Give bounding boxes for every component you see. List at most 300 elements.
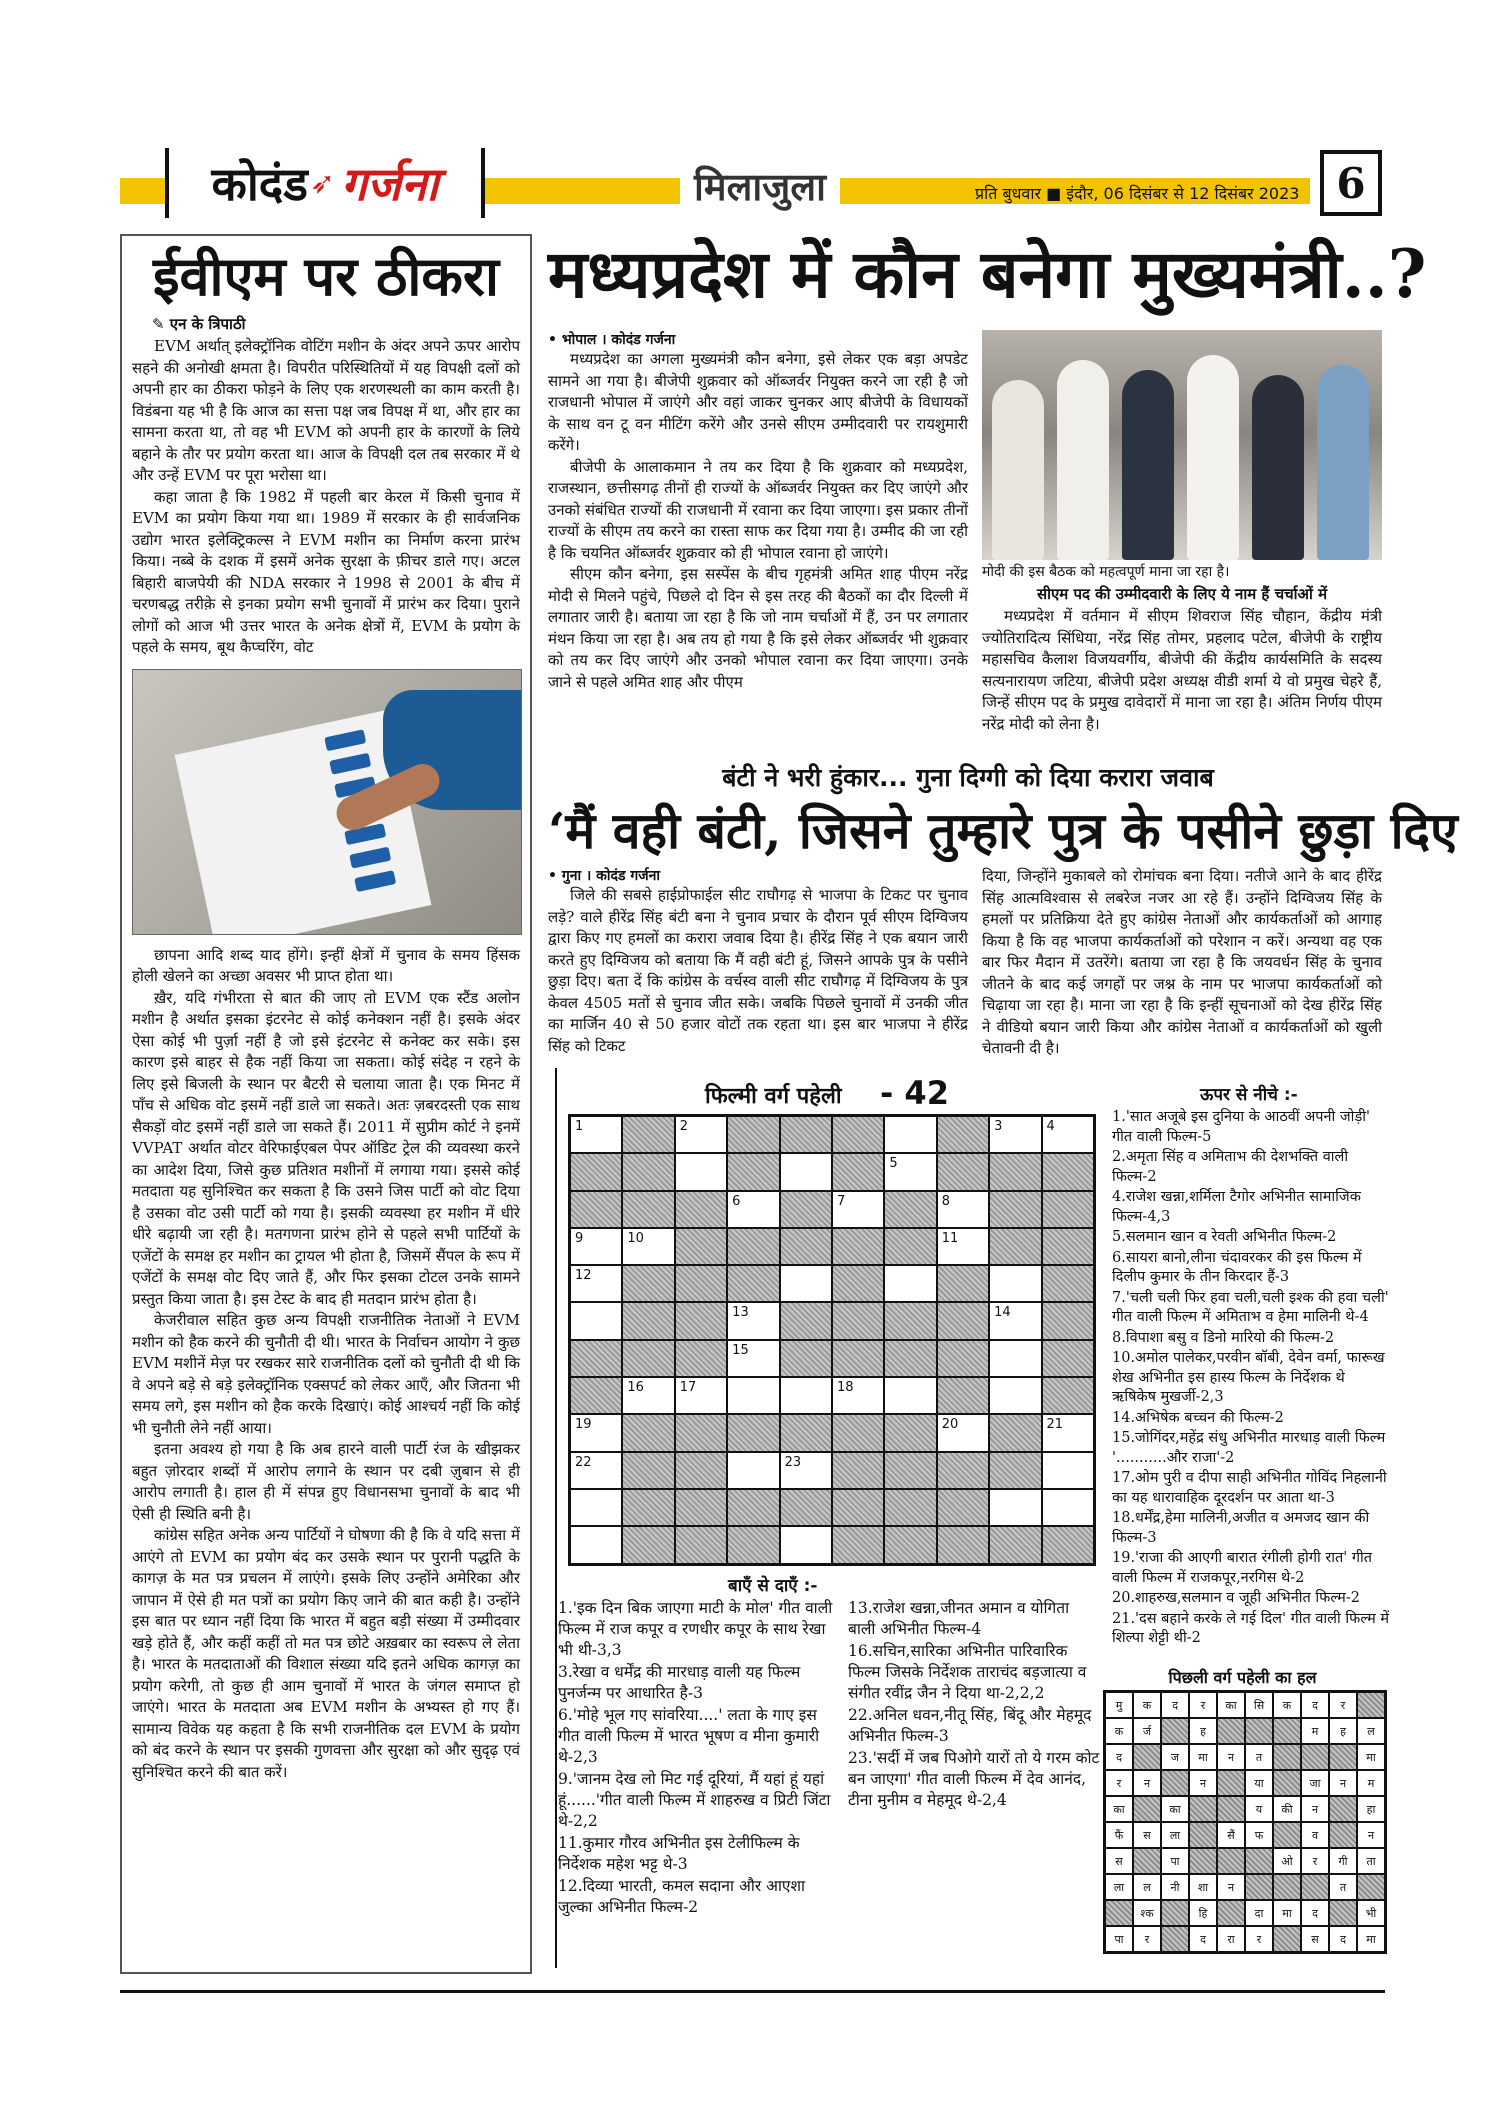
crossword-cell: [884, 1265, 936, 1302]
solution-cell: मा: [1273, 1900, 1301, 1926]
solution-cell: र: [1133, 1926, 1161, 1952]
crossword-cell: [832, 1116, 884, 1153]
solution-cell: र: [1245, 1926, 1273, 1952]
main-dateline: • भोपाल । कोदंड गर्जना: [548, 332, 676, 348]
puzzle-title: फिल्मी वर्ग पहेली: [705, 1083, 842, 1109]
solution-cell: का: [1105, 1796, 1133, 1822]
issue-date: प्रति बुधवार ■ इंदौर, 06 दिसंबर से 12 दिसंबर 2023: [975, 184, 1300, 203]
main-paragraph-1: मध्यप्रदेश का अगला मुख्यमंत्री कौन बनेगा, इसे लेकर एक बड़ा अपडेट सामने आ गया है। बीजेपी शुक्रवार को ऑब्जर्वर नियुक्त करने जा रही है जो राजधानी भोपाल में जाएंगे और वहां जाकर चुनकर आए बीजेपी के विधायकों के साथ वन टू वन मीटिंग करेंगे और उनसे सीएम उम्मीदवारी पर रायशुमारी करेंगे।: [548, 350, 968, 454]
crossword-cell: [675, 1153, 727, 1190]
solution-cell: नी: [1161, 1874, 1189, 1900]
crossword-cell: [1042, 1302, 1094, 1339]
left-paragraph-top-1: EVM अर्थात् इलेक्ट्रॉनिक वोटिंग मशीन के अंदर अपने ऊपर आरोप सहने की अनोखी क्षमता है। विपरीत परिस्थितियों में यह विपक्षी दलों को अपनी हार का ठीकरा फोड़ने के लिए एक शरणस्थली का काम करती है। विडंबना यह भी है कि आज का सत्ता पक्ष जब विपक्ष में था, और हार का सामना करता था, तो वह भी EVM को अपनी हार के कारणों के लिये बहाने के तौर पर प्रयोग करता था। आज के विपक्षी दल तब सरकार में थे और उन्हें EVM पर पूरा भरोसा था।: [132, 337, 520, 484]
crossword-cell: [727, 1191, 779, 1228]
cell-number: 18: [836, 1380, 854, 1396]
main-paragraph-3: सीएम कौन बनेगा, इस सस्पेंस के बीच गृहमंत्री अमित शाह पीएम नरेंद्र मोदी से मिलने पहुंचे, पिछले दो दिन से इस तरह की बैठकों का दौर दिल्ली में लगातार जारी है। बताया जा रहा है कि जो नाम चर्चाओं में हैं, उन पर लगातार मंथन किया जा रहा है। अब तय हो गया है कि इसे लेकर ऑब्जर्वर भी शुक्रवार को तय कर दिए जाएंगे और उनको भोपाल रवाना कर दिया जाएगा। उनके जाने से पहले अमित शाह और पीएम: [548, 565, 968, 691]
solution-cell: ला: [1105, 1874, 1133, 1900]
across-clue-3: 6.'मोहे भूल गए सांवरिया....' लता के गाए इस गीत वाली फिल्म में भारत भूषण व मीना कुमारी थे-2,3: [558, 1706, 820, 1766]
solution-cell: [1161, 1770, 1189, 1796]
cell-number: 16: [627, 1380, 644, 1396]
down-clue-10: 15.जोगिंदर,महेंद्र संधु अभिनीत मारधाड़ वाली फिल्म '...........और राजा'-2: [1112, 1430, 1386, 1466]
solution-cell: र: [1189, 1692, 1217, 1718]
solution-cell: मा: [1357, 1926, 1385, 1952]
across-clue-1: 1.'इक दिन बिक जाएगा माटी के मोल' गीत वाली फिल्म में राज कपूर व रणधीर कपूर के साथ रेखा भी थी-3,3: [558, 1599, 833, 1659]
crossword-cell: [675, 1526, 727, 1563]
second-dateline: • गुना । कोदंड गर्जना: [548, 868, 660, 884]
solution-cell: [1189, 1822, 1217, 1848]
crossword-cell: [937, 1116, 989, 1153]
solution-cell: [1245, 1874, 1273, 1900]
down-clue-5: 6.सायरा बानो,लीना चंदावरकर की इस फिल्म में दिलीप कुमार के तीन किरदार हैं-3: [1112, 1249, 1362, 1285]
cell-number: 13: [732, 1305, 749, 1321]
solution-cell: द: [1329, 1926, 1357, 1952]
page-number: 6: [1320, 150, 1382, 216]
cell-number: 9: [575, 1230, 584, 1246]
solution-cell: की: [1273, 1796, 1301, 1822]
solution-cell: [1273, 1926, 1301, 1952]
crossword-cell: [675, 1489, 727, 1526]
crossword-cell: [727, 1414, 779, 1451]
crossword-cell: [780, 1377, 832, 1414]
solution-cell: मा: [1189, 1744, 1217, 1770]
puzzle-divider: [555, 1068, 557, 1968]
cell-number: 22: [575, 1454, 592, 1470]
crossword-cell: [1042, 1340, 1094, 1377]
solution-cell: जा: [1301, 1770, 1329, 1796]
down-clue-14: 20.शाहरुख,सलमान व जूही अभिनीत फिल्म-2: [1112, 1590, 1360, 1606]
solution-cell: [1217, 1848, 1245, 1874]
crossword-cell: [832, 1265, 884, 1302]
crossword-cell: [675, 1377, 727, 1414]
crossword-cell: [727, 1265, 779, 1302]
crossword-cell: [832, 1153, 884, 1190]
across-clue-b-3: 22.अनिल धवन,नीतू सिंह, बिंदू और मेहमूद अभिनीत फिल्म-3: [848, 1706, 1092, 1745]
down-clue-6: 7.'चली चली फिर हवा चली,चली इश्क की हवा चली' गीत वाली फिल्म में अमिताभ व हेमा मालिनी थे-4: [1112, 1289, 1389, 1325]
main-headline: मध्यप्रदेश में कौन बनेगा मुख्यमंत्री..?: [548, 235, 1427, 313]
solution-cell: म: [1357, 1770, 1385, 1796]
crossword-cell: [989, 1377, 1041, 1414]
crossword-cell: [570, 1340, 622, 1377]
crossword-cell: [675, 1116, 727, 1153]
crossword-cell: [989, 1153, 1041, 1190]
crossword-cell: [937, 1191, 989, 1228]
second-story-col2: [982, 866, 1382, 1060]
puzzle-number: - 42: [880, 1074, 949, 1112]
crossword-cell: [675, 1191, 727, 1228]
solution-cell: ल: [1133, 1874, 1161, 1900]
solution-cell: [1245, 1718, 1273, 1744]
main-subhead: सीएम पद की उम्मीदवारी के लिए ये नाम हैं चर्चाओं में: [1036, 585, 1328, 603]
cell-number: 11: [941, 1230, 959, 1246]
main-paragraph-2: बीजेपी के आलाकमान ने तय कर दिया है कि शुक्रवार को मध्यप्रदेश, राजस्थान, छत्तीसगढ़ तीनों ही राज्यों के ऑब्जर्वर नियुक्त कर दिए जाएंगे और उनको संबंधित राज्यों की राजधानी में रवाना कर दिया जाएगा। इस प्रकार तीनों राज्यों के सीएम तय करने का रास्ता साफ कर दिया गया है। उम्मीद की जा रही है कि चयनित ऑब्जर्वर शुक्रवार को ही भोपाल रवाना हो जाएंगे।: [548, 457, 968, 562]
solution-cell: पा: [1161, 1848, 1189, 1874]
second-headline: ‘मैं वही बंटी, जिसने तुम्हारे पुत्र के पसीने छुड़ा दिए: [548, 801, 1458, 860]
solution-cell: मु: [1105, 1692, 1133, 1718]
byline: ✎ एन के त्रिपाठी: [152, 315, 246, 333]
down-clues: [1112, 1108, 1390, 1650]
cell-number: 3: [994, 1119, 1003, 1134]
crossword-cell: [727, 1153, 779, 1190]
solution-cell: म: [1301, 1718, 1329, 1744]
leaders-photo: [982, 330, 1382, 560]
down-clue-15: 21.'दस बहाने करके ले गई दिल' गीत वाली फिल्म में शिल्पा शेट्टी थी-2: [1112, 1610, 1390, 1646]
crossword-cell: [989, 1526, 1041, 1563]
solution-cell: फ: [1245, 1822, 1273, 1848]
solution-cell: [1273, 1822, 1301, 1848]
crossword-cell: [884, 1116, 936, 1153]
solution-title: पिछली वर्ग पहेली का हल: [1168, 1668, 1317, 1687]
logo-part2: गर्जना: [340, 157, 439, 211]
solution-cell: र: [1301, 1848, 1329, 1874]
solution-cell: दा: [1245, 1900, 1273, 1926]
solution-cell: पा: [1105, 1926, 1133, 1952]
crossword-cell: [570, 1377, 622, 1414]
crossword-cell: [570, 1228, 622, 1265]
solution-cell: [1217, 1900, 1245, 1926]
crossword-cell: [675, 1340, 727, 1377]
solution-cell: न: [1217, 1874, 1245, 1900]
solution-cell: न: [1329, 1770, 1357, 1796]
solution-cell: ल: [1357, 1718, 1385, 1744]
solution-cell: शा: [1189, 1874, 1217, 1900]
crossword-cell: [989, 1340, 1041, 1377]
evm-photo: [132, 669, 522, 935]
solution-cell: [1217, 1796, 1245, 1822]
solution-cell: न: [1189, 1770, 1217, 1796]
solution-cell: भी: [1357, 1900, 1385, 1926]
down-clue-1: 1.'सात अजूबे इस दुनिया के आठवीं अपनी जोड़ी' गीत वाली फिल्म-5: [1112, 1109, 1370, 1145]
solution-cell: स: [1133, 1822, 1161, 1848]
crossword-cell: [937, 1452, 989, 1489]
newspaper-logo: [165, 148, 485, 218]
across-clue-4: 9.'जानम देख लो मिट गई दूरियां, मैं यहां हूं यहां हूं......'गीत वाली फिल्म में शाहरुख व प्रिटी जिंटा थे-2,2: [558, 1770, 831, 1830]
crossword-cell: [832, 1340, 884, 1377]
crossword-cell: [884, 1191, 936, 1228]
crossword-cell: [570, 1452, 622, 1489]
cell-number: 12: [575, 1268, 592, 1284]
solution-cell: [1301, 1744, 1329, 1770]
second-story-col1-text: जिले की सबसे हाईप्रोफाईल सीट राघौगढ़ से भाजपा के टिकट पर चुनाव लड़े? वाले हीरेंद्र सिंह बंटी बना ने चुनाव प्रचार के दौरान पूर्व सीएम दिग्विजय द्वारा किए गए हमलों का करारा जवाब दिया है। हीरेंद्र सिंह ने एक बयान जारी करते हुए दिग्विजय को बताया कि मैं वही बंटी हूं, जिसने आपके पुत्र के पसीने छुड़ा दिए। बता दें कि कांग्रेस के वर्चस्व वाली सीट राघौगढ़ में दिग्विजय के पुत्र केवल 4505 मतों से चुनाव जीत सके। जबकि पिछले चुनावों में उनकी जीत का मार्जिन 40 से 50 हजार वोटों तक रहता था। इस बार भाजपा ने हीरेंद्र सिंह को टिकट: [548, 886, 968, 1055]
down-clue-4: 5.सलमान खान व रेवती अभिनीत फिल्म-2: [1112, 1229, 1337, 1245]
crossword-cell: [937, 1153, 989, 1190]
down-heading: ऊपर से नीचे :-: [1200, 1085, 1298, 1105]
crossword-cell: [1042, 1414, 1094, 1451]
down-clue-13: 19.'राजा की आएगी बारात रंगीली होगी रात' गीत वाली फिल्म में राजकपूर,नरगिस थे-2: [1112, 1550, 1373, 1586]
crossword-cell: [884, 1153, 936, 1190]
crossword-cell: [937, 1414, 989, 1451]
left-article-body-top: [132, 336, 520, 659]
crossword-cell: [780, 1153, 832, 1190]
down-clue-12: 18.धर्मेंद्र,हेमा मालिनी,अजीत व अमजद खान की फिल्म-3: [1112, 1510, 1370, 1546]
solution-cell: य: [1245, 1796, 1273, 1822]
left-paragraph-bottom-5: कांग्रेस सहित अनेक अन्य पार्टियों ने घोषणा की है कि वे यदि सत्ता में आएंगे तो EVM का प्रयोग बंद कर उसके स्थान पर पुरानी पद्धति के कागज़ के मत पत्र प्रचलन में लाएंगे। इसके लिए उन्होंने अमेरिका और जापान में ऐसे ही मत पत्रों का प्रयोग किए जाने की बात कही है। उन्होंने इस बात पर ध्यान नहीं दिया कि भारत में बहुत बड़ी संख्या में उम्मीदवार खड़े होते हैं, और कहीं कहीं तो मत पत्र छोटे अख़बार का स्वरूप ले लेता है। भारत के मतदाताओं की विशाल संख्या यदि इतने अधिक कागज़ का प्रयोग करेगी, तो कुछ ही आम चुनावों में भारत के जंगल समाप्त हो जाएंगे। भारत के मतदाता अब EVM मशीन के अभ्यस्त हो गए हैं। सामान्य विवेक यह कहता है कि सभी राजनीतिक दल EVM के प्रयोग को बंद करने के स्थान पर इसकी गुणवत्ता और सुरक्षा को और सुदृढ़ एवं सुनिश्चित करने की बात करें।: [132, 1526, 520, 1781]
solution-cell: [1273, 1744, 1301, 1770]
section-name: मिलाजुला: [680, 160, 840, 212]
solution-cell: द: [1161, 1692, 1189, 1718]
cell-number: 2: [679, 1119, 689, 1134]
cell-number: 21: [1046, 1417, 1064, 1433]
crossword-cell: [727, 1489, 779, 1526]
cell-number: 8: [941, 1193, 951, 1209]
crossword-cell: [884, 1228, 936, 1265]
second-kicker: बंटी ने भरी हुंकार... गुना दिग्गी को दिया करारा जवाब: [722, 763, 1214, 792]
solution-cell: [1133, 1848, 1161, 1874]
crossword-cell: [884, 1452, 936, 1489]
crossword-cell: [832, 1452, 884, 1489]
solution-cell: [1161, 1900, 1189, 1926]
crossword-cell: [780, 1228, 832, 1265]
solution-cell: [1273, 1874, 1301, 1900]
crossword-cell: [989, 1265, 1041, 1302]
down-clue-11: 17.ओम पुरी व दीपा साही अभिनीत गोविंद निहलानी का यह धारावाहिक दूरदर्शन पर आता था-3: [1112, 1470, 1387, 1506]
solution-cell: [1133, 1796, 1161, 1822]
crossword-cell: [622, 1191, 674, 1228]
across-clue-b-1: 13.राजेश खन्ना,जीनत अमान व योगिता बाली अभिनीत फिल्म-4: [848, 1599, 1070, 1638]
crossword-cell: [727, 1340, 779, 1377]
solution-cell: ता: [1357, 1848, 1385, 1874]
crossword-cell: [675, 1452, 727, 1489]
crossword-cell: [780, 1191, 832, 1228]
second-story-col2-text: दिया, जिन्होंने मुकाबले को रोमांचक बना दिया। नतीजे आने के बाद हीरेंद्र सिंह आत्मविश्वास से लबरेज नजर आ रहे हैं। उन्होंने दिग्विजय सिंह के हमलों पर प्रतिक्रिया देते हुए कांग्रेस नेताओं और कार्यकर्ताओं को आगाह किया है कि वह भाजपा कार्यकर्ताओं को परेशान न करें। अन्यथा वह एक बार फिर मैदान में उतरेंगे। बताया जा रहा है कि जयवर्धन सिंह के चुनाव जीतने के बाद कई जगहों पर जश्न के नाम पर भाजपा कार्यकर्ताओं को चिढ़ाया जा रहा है। माना जा रहा है कि इन्हीं सूचनाओं को देख हीरेंद्र सिंह ने वीडियो बयान जारी किया और कांग्रेस नेताओं व कार्यकर्ताओं को खुली चेतावनी दी है।: [982, 867, 1382, 1057]
crossword-cell: [780, 1526, 832, 1563]
solution-cell: [1273, 1770, 1301, 1796]
crossword-cell: [780, 1489, 832, 1526]
across-clue-b-2: 16.सचिन,सारिका अभिनीत पारिवारिक फिल्म जिसके निर्देशक ताराचंद बड़जात्या व संगीत रवींद्र जैन ने दिया था-2,2,2: [848, 1642, 1087, 1702]
solution-cell: मा: [1357, 1744, 1385, 1770]
crossword-cell: [989, 1228, 1041, 1265]
down-clue-2: 2.अमृता सिंह व अमिताभ की देशभक्ति वाली फिल्म-2: [1112, 1149, 1349, 1185]
solution-cell: [1301, 1874, 1329, 1900]
solution-cell: [1329, 1822, 1357, 1848]
main-story-col2-text: मध्यप्रदेश में वर्तमान में सीएम शिवराज सिंह चौहान, केंद्रीय मंत्री ज्योतिरादित्य सिंधिया, नरेंद्र सिंह तोमर, प्रहलाद पटेल, बीजेपी के राष्ट्रीय महासचिव कैलाश विजयवर्गीय, बीजेपी की केंद्रीय कार्यसमिति के सदस्य सत्यनारायण जटिया, बीजेपी प्रदेश अध्यक्ष वीडी शर्मा ये वो प्रमुख चेहरे हैं, जिन्हें सीएम पद के प्रमुख दावेदारों में माना जा रहा है। अंतिम निर्णय पीएम नरेंद्र मोदी को लेना है।: [982, 607, 1382, 733]
crossword-cell: [937, 1340, 989, 1377]
solution-cell: [1245, 1848, 1273, 1874]
crossword-cell: [622, 1265, 674, 1302]
cell-number: 17: [679, 1380, 697, 1396]
crossword-cell: [1042, 1526, 1094, 1563]
across-clue-6: 12.दिव्या भारती, कमल सदाना और आएशा जुल्का अभिनीत फिल्म-2: [558, 1877, 806, 1916]
down-clue-7: 8.विपाशा बसु व डिनो मारियो की फिल्म-2: [1112, 1329, 1335, 1346]
crossword-cell: [937, 1265, 989, 1302]
solution-cell: का: [1161, 1796, 1189, 1822]
crossword-cell: [832, 1526, 884, 1563]
solution-cell: ह: [1329, 1718, 1357, 1744]
solution-cell: या: [1245, 1770, 1273, 1796]
crossword-cell: [832, 1489, 884, 1526]
crossword-grid: [568, 1114, 1096, 1566]
across-clue-b-4: 23.'सर्दी में जब पिओगे यारों तो ये गरम कोट बन जाएगा' गीत वाली फिल्म में देव आनंद, टीना मुनीम व मेहमूद थे-2,4: [848, 1749, 1100, 1809]
cell-number: 6: [732, 1193, 741, 1209]
solution-cell: द: [1189, 1926, 1217, 1952]
crossword-cell: [937, 1302, 989, 1339]
solution-cell: गी: [1329, 1848, 1357, 1874]
crossword-cell: [989, 1452, 1041, 1489]
solution-cell: त: [1245, 1744, 1273, 1770]
crossword-cell: [622, 1228, 674, 1265]
cell-number: 19: [575, 1417, 592, 1433]
logo-part1: कोदंड: [211, 157, 308, 211]
across-clue-2: 3.रेखा व धर्मेंद्र की मारधाड़ वाली यह फिल्म पुनर्जन्म पर आधारित है-3: [558, 1663, 801, 1702]
down-clue-3: 4.राजेश खन्ना,शर्मिला टैगोर अभिनीत सामाजिक फिल्म-4,3: [1112, 1189, 1361, 1225]
left-paragraph-bottom-4: इतना अवश्य हो गया है कि अब हारने वाली पार्टी रंज के खीझकर बहुत ज़ोरदार शब्दों में आरोप लगाने के स्थान पर दबी ज़ुबान से ही आरोप लगाती है। हाल ही में संपन्न हुए विधानसभा चुनावों के बाद भी ऐसी ही स्थिति बनी है।: [132, 1440, 520, 1523]
crossword-cell: [832, 1228, 884, 1265]
crossword-cell: [832, 1377, 884, 1414]
solution-cell: फैं: [1105, 1822, 1133, 1848]
solution-cell: [1357, 1874, 1385, 1900]
photo-caption: मोदी की इस बैठक को महत्वपूर्ण माना जा रहा है।: [982, 564, 1230, 580]
crossword-cell: [675, 1414, 727, 1451]
solution-cell: व: [1301, 1822, 1329, 1848]
solution-cell: र: [1105, 1770, 1133, 1796]
crossword-cell: [622, 1414, 674, 1451]
crossword-cell: [780, 1452, 832, 1489]
solution-cell: त: [1329, 1874, 1357, 1900]
crossword-cell: [989, 1116, 1041, 1153]
solution-cell: ओ: [1273, 1848, 1301, 1874]
crossword-cell: [727, 1377, 779, 1414]
solution-cell: स: [1105, 1848, 1133, 1874]
page-bottom-rule: [120, 1990, 1385, 1993]
solution-cell: क: [1105, 1718, 1133, 1744]
solution-cell: ह: [1189, 1718, 1217, 1744]
crossword-cell: [780, 1116, 832, 1153]
crossword-cell: [727, 1526, 779, 1563]
cell-number: 14: [994, 1305, 1011, 1321]
across-clues-col1: [558, 1598, 836, 1919]
crossword-cell: [780, 1414, 832, 1451]
cell-number: 15: [732, 1342, 749, 1358]
crossword-cell: [622, 1452, 674, 1489]
solution-cell: [1273, 1718, 1301, 1744]
crossword-cell: [727, 1228, 779, 1265]
crossword-cell: [675, 1228, 727, 1265]
crossword-cell: [884, 1414, 936, 1451]
solution-cell: न: [1217, 1744, 1245, 1770]
crossword-cell: [675, 1302, 727, 1339]
crossword-cell: [570, 1116, 622, 1153]
solution-cell: स: [1301, 1926, 1329, 1952]
crossword-cell: [570, 1414, 622, 1451]
solution-cell: का: [1217, 1692, 1245, 1718]
crossword-cell: [884, 1302, 936, 1339]
crossword-cell: [780, 1340, 832, 1377]
across-clues-col2: [848, 1598, 1100, 1812]
crossword-cell: [780, 1265, 832, 1302]
solution-cell: र: [1329, 1692, 1357, 1718]
crossword-cell: [937, 1228, 989, 1265]
crossword-cell: [832, 1302, 884, 1339]
crossword-cell: [989, 1302, 1041, 1339]
solution-cell: न: [1301, 1796, 1329, 1822]
down-clue-9: 14.अभिषेक बच्चन की फिल्म-2: [1112, 1409, 1284, 1426]
cell-number: 20: [941, 1417, 959, 1433]
cell-number: 10: [627, 1230, 644, 1246]
crossword-cell: [884, 1489, 936, 1526]
solution-cell: द: [1301, 1900, 1329, 1926]
crossword-cell: [622, 1340, 674, 1377]
crossword-cell: [622, 1302, 674, 1339]
solution-cell: हि: [1189, 1900, 1217, 1926]
crossword-cell: [832, 1191, 884, 1228]
crossword-cell: [989, 1191, 1041, 1228]
solution-cell: [1161, 1926, 1189, 1952]
crossword-cell: [1042, 1228, 1094, 1265]
left-article: [120, 234, 532, 1974]
crossword-cell: [1042, 1377, 1094, 1414]
solution-cell: हा: [1357, 1796, 1385, 1822]
crossword-cell: [570, 1191, 622, 1228]
solution-cell: [1329, 1900, 1357, 1926]
solution-cell: क: [1273, 1692, 1301, 1718]
down-clue-8: 10.अमोल पालेकर,परवीन बॉबी, देवेन वर्मा, फारूख शेख अभिनीत इस हास्य फिल्म के निर्देशक थे ऋषिकेष मुखर्जी-2,3: [1112, 1350, 1385, 1405]
solution-cell: रा: [1217, 1926, 1245, 1952]
solution-cell: श्क: [1133, 1900, 1161, 1926]
crossword-cell: [570, 1489, 622, 1526]
crossword-cell: [832, 1414, 884, 1451]
left-paragraph-bottom-2: ख़ैर, यदि गंभीरता से बात की जाए तो EVM एक स्टैंड अलोन मशीन है अर्थात इसका इंटरनेट से कोई कनेक्शन नहीं है। इसके अंदर ऐसा कोई भी पुर्ज़ा नहीं है जो इसे इंटरनेट से कनेक्ट कर सके। इस कारण इसे बाहर से हैक नहीं किया जा सकता। कोई संदेह न रहने के लिए इसे बिजली के स्थान पर बैटरी से चलाया जाता है। एक मिनट में पाँच से अधिक वोट इसमें नहीं डाले जा सकते। अतः ज़बरदस्ती एक साथ सैकड़ों वोट इसमें नहीं डाले जा सकते हैं। 2011 में सुप्रीम कोर्ट ने इनमें VVPAT अर्थात वोटर वेरिफाईएबल पेपर ऑडिट ट्रेल की व्यवस्था करने का आदेश दिया, जिसे कुछ प्रतिशत मशीनों में लगाया गया। इससे कोई मतदाता यह सुनिश्चित कर सकता है कि उसने जिस पार्टी को वोट दिया है उसका वोट उसी पार्टी को गया है। इसकी व्यवस्था हर मशीन में धीरे धीरे बढ़ायी जा रही है। मतगणना प्रारंभ होने से पहले सभी पार्टियों के एजेंटों के समक्ष हर मशीन का ट्रायल भी होता है, जिसमें सैंपल के रूप में एजेंटों के समक्ष वोट दिए जाते हैं, और फिर इसका टोटल उनके सामने प्रस्तुत किया जाता है। इस टेस्ट के बाद ही मतदान प्रारंभ होता है।: [132, 988, 520, 1308]
crossword-cell: [937, 1377, 989, 1414]
crossword-cell: [1042, 1191, 1094, 1228]
solution-cell: [1329, 1744, 1357, 1770]
crossword-cell: [1042, 1265, 1094, 1302]
solution-cell: [1133, 1744, 1161, 1770]
second-story-col1: [548, 866, 968, 1057]
crossword-cell: [884, 1526, 936, 1563]
solution-cell: [1189, 1848, 1217, 1874]
solution-cell: सैं: [1217, 1822, 1245, 1848]
crossword-cell: [1042, 1116, 1094, 1153]
main-story-col1: [548, 330, 968, 693]
solution-cell: ला: [1161, 1822, 1189, 1848]
crossword-cell: [727, 1302, 779, 1339]
solution-cell: न: [1357, 1822, 1385, 1848]
crossword-cell: [1042, 1452, 1094, 1489]
solution-cell: [1217, 1718, 1245, 1744]
crossword-cell: [884, 1377, 936, 1414]
solution-cell: [1357, 1692, 1385, 1718]
left-paragraph-bottom-3: केजरीवाल सहित कुछ अन्य विपक्षी राजनीतिक नेताओं ने EVM मशीन को हैक करने की चुनौती दी थी। भारत के निर्वाचन आयोग ने कुछ EVM मशीनें मेज़ पर रखकर सारे राजनीतिक दलों को चुनौती दी थी कि वे अपने बड़े से बड़े इलेक्ट्रॉनिक एक्सपर्ट को लेकर आएँ, और जितना भी समय लगे, इस मशीन को हैक करके दिखाएं। कोई आश्चर्य नहीं कि कोई भी चुनौती लेने नहीं आया।: [132, 1311, 520, 1437]
cell-number: 1: [575, 1119, 584, 1134]
crossword-cell: [570, 1153, 622, 1190]
crossword-cell: [937, 1526, 989, 1563]
solution-cell: द: [1301, 1692, 1329, 1718]
cell-number: 23: [784, 1454, 802, 1470]
crossword-cell: [622, 1377, 674, 1414]
solution-cell: क: [1133, 1692, 1161, 1718]
crossword-cell: [622, 1116, 674, 1153]
solution-cell: र्ज: [1133, 1718, 1161, 1744]
left-article-body-bottom: [132, 945, 520, 1784]
solution-cell: [1105, 1900, 1133, 1926]
left-paragraph-top-2: कहा जाता है कि 1982 में पहली बार केरल में किसी चुनाव में EVM का प्रयोग किया गया था। 1989 में सरकार के ही सार्वजनिक उद्योग भारत इलेक्ट्रिकल्स ने EVM मशीन का निर्माण करना प्रारंभ किया। नब्बे के दशक में इसमें अनेक सुरक्षा के फ़ीचर डाले गए। अटल बिहारी बाजपेयी की NDA सरकार ने 1998 से 2001 के बीच में चरणबद्ध तरीक़े से इनका प्रयोग सभी चुनावों में प्रारंभ कर दिया। पुराने लोगों को आज भी उत्तर भारत के अनेक क्षेत्रों में, EVM के प्रयोग के पहले के समय, बूथ कैप्चरिंग, वोट: [132, 487, 520, 656]
solution-cell: द: [1105, 1744, 1133, 1770]
crossword-cell: [622, 1526, 674, 1563]
crossword-cell: [727, 1452, 779, 1489]
crossword-cell: [989, 1414, 1041, 1451]
crossword-cell: [570, 1526, 622, 1563]
crossword-cell: [570, 1302, 622, 1339]
crossword-cell: [1042, 1153, 1094, 1190]
bow-icon: ➶: [309, 165, 335, 201]
crossword-cell: [884, 1340, 936, 1377]
solution-cell: न: [1133, 1770, 1161, 1796]
solution-cell: [1217, 1770, 1245, 1796]
crossword-cell: [622, 1489, 674, 1526]
crossword-cell: [727, 1116, 779, 1153]
across-heading: बाएँ से दाएँ :-: [728, 1576, 818, 1596]
crossword-cell: [1042, 1489, 1094, 1526]
solution-cell: ज: [1161, 1744, 1189, 1770]
